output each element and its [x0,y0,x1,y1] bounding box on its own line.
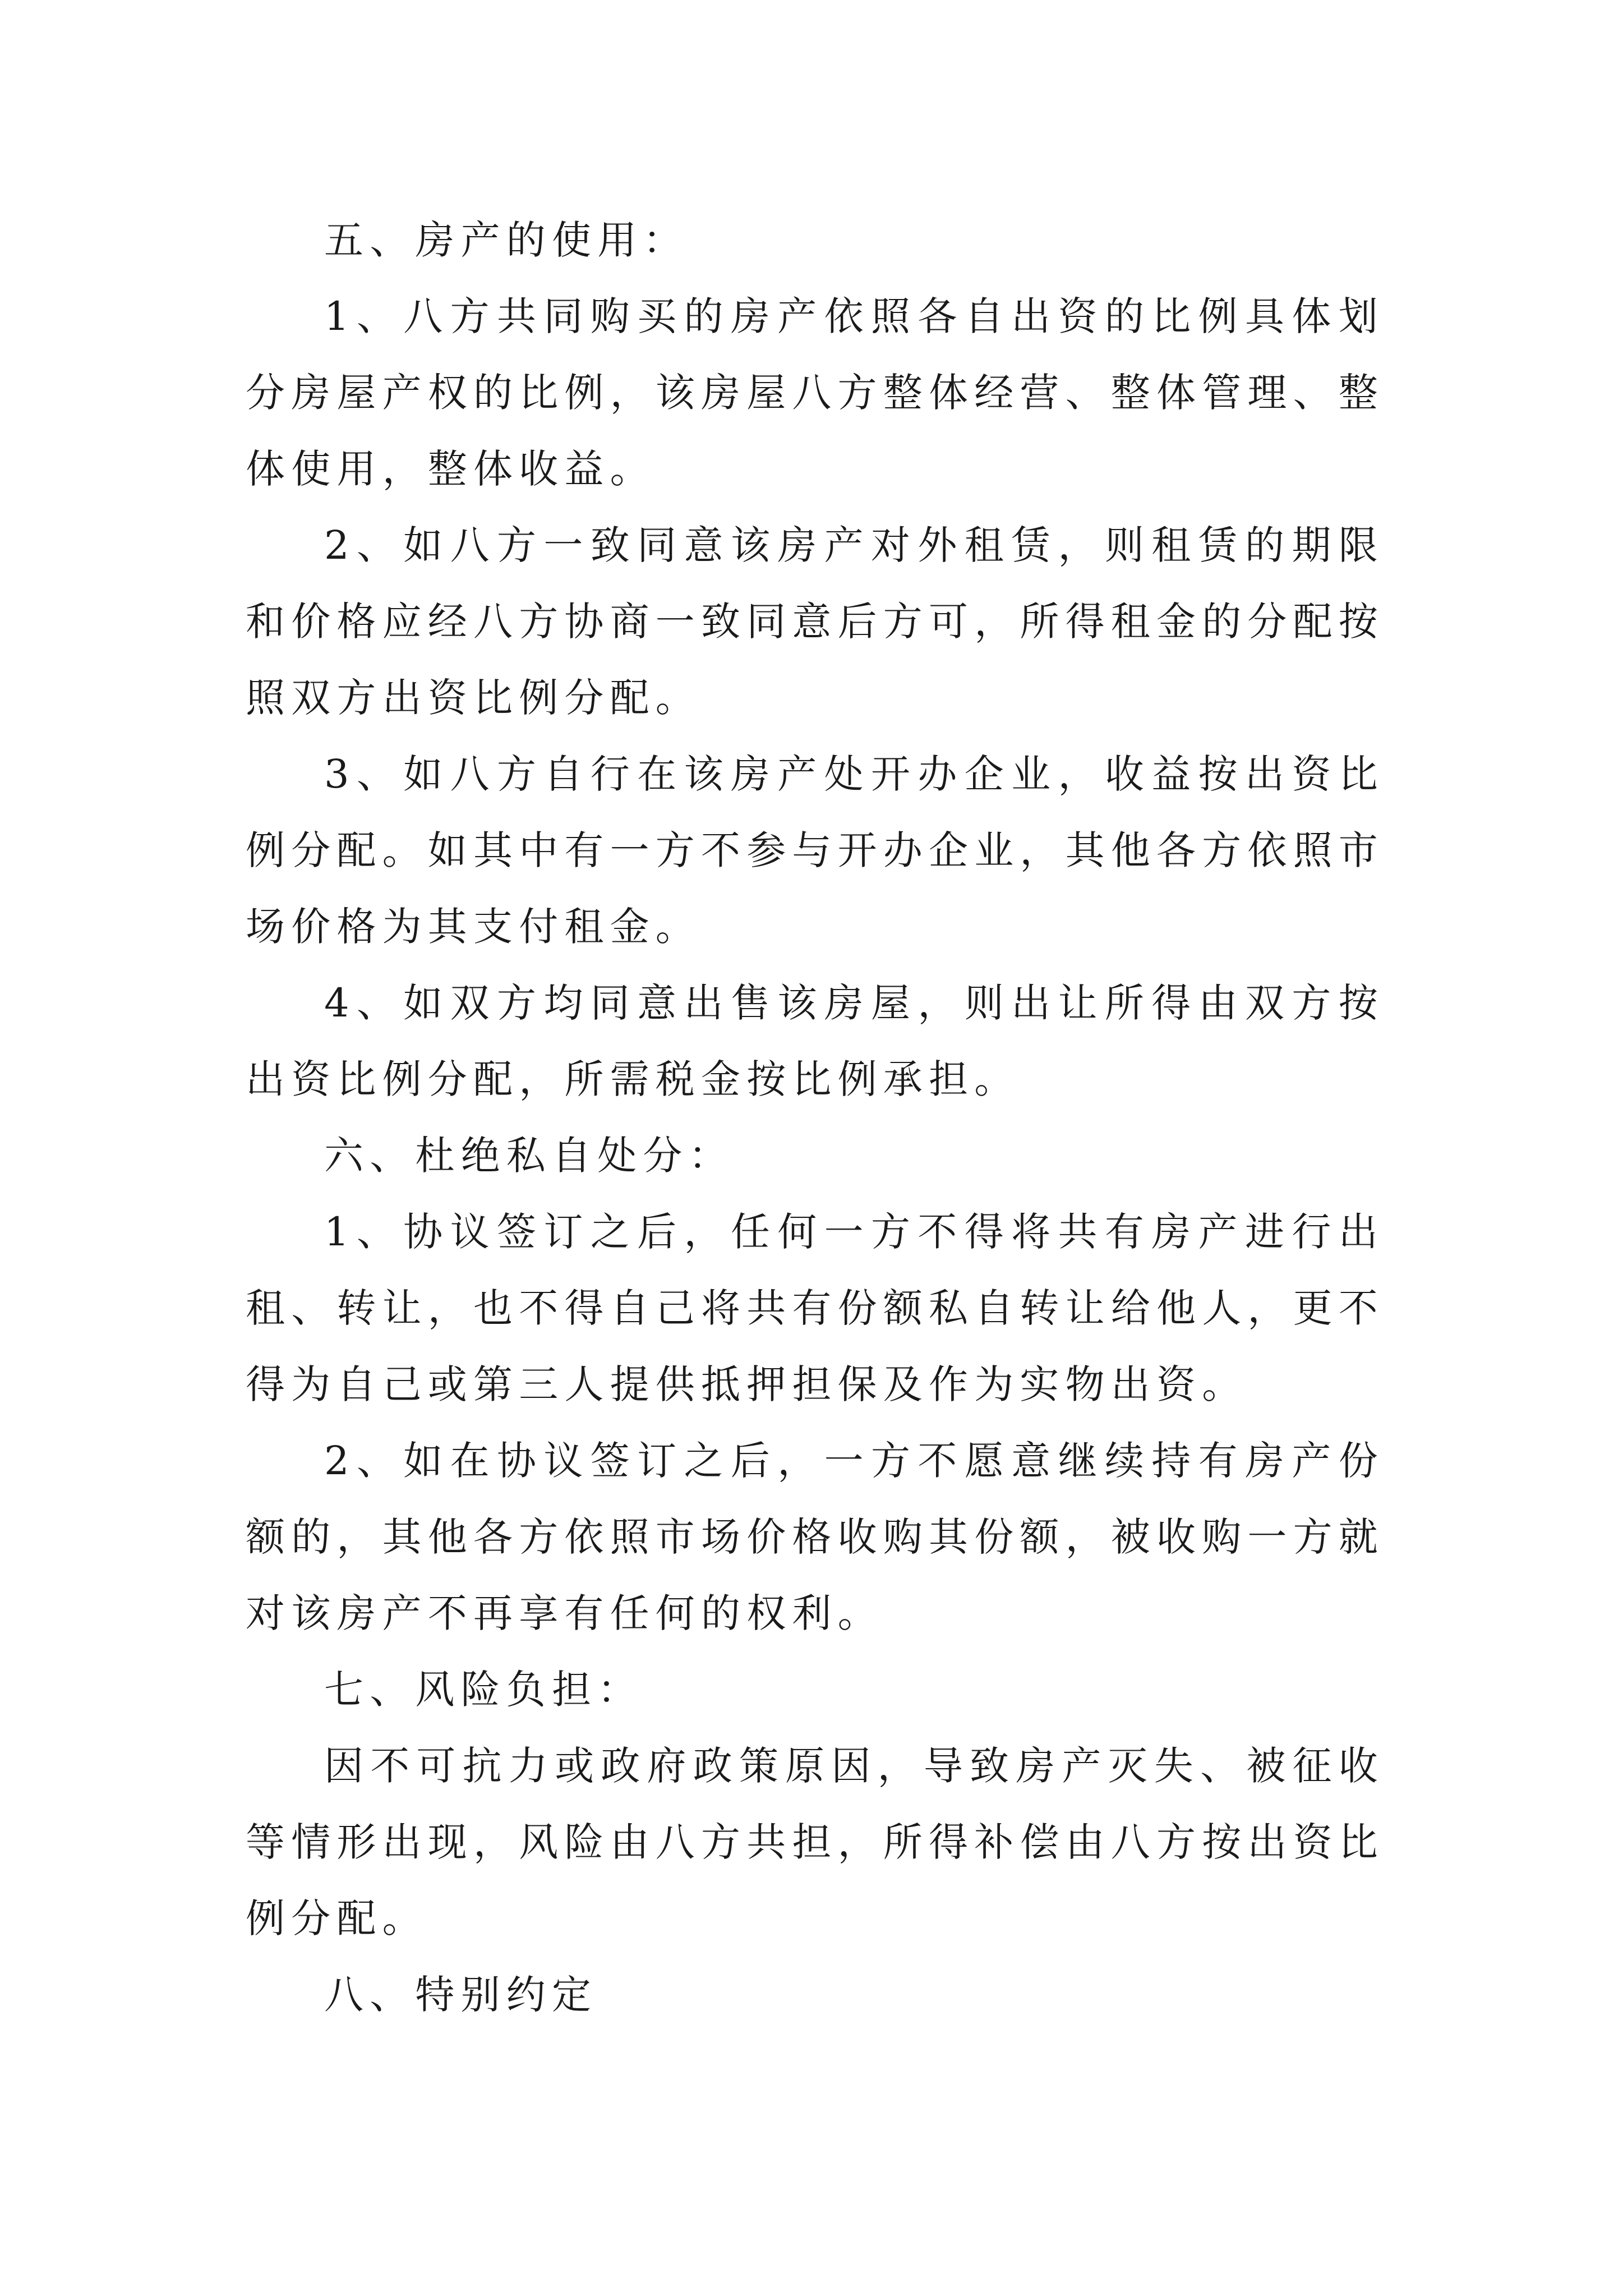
section-heading-risk: 七、风险负担： [324,1667,643,1713]
section-heading-disposal: 六、杜绝私自处分： [324,1133,734,1179]
document-body [246,202,1384,2033]
section-heading-special: 八、特别约定 [324,1972,598,2018]
usage-clause-3: 3、如八方自行在该房产处开办企业，收益按出资比例分配。如其中有一方不参与开办企业，其他各方依照市场价格为其支付租金。 [246,751,1384,950]
section-heading-usage: 五、房产的使用： [324,217,689,263]
usage-clause-2: 2、如八方一致同意该房产对外租赁，则租赁的期限和价格应经八方协商一致同意后方可，所得租金的分配按照双方出资比例分配。 [246,522,1384,721]
risk-clause: 因不可抗力或政府政策原因，导致房产灭失、被征收等情形出现，风险由八方共担，所得补偿由八方按出资比例分配。 [246,1743,1384,1941]
disposal-clause-1: 1、协议签订之后，任何一方不得将共有房产进行出租、转让，也不得自己将共有份额私自转让给他人，更不得为自己或第三人提供抵押担保及作为实物出资。 [246,1209,1384,1407]
usage-clause-4: 4、如双方均同意出售该房屋，则出让所得由双方按出资比例分配，所需税金按比例承担。 [246,980,1384,1102]
usage-clause-1: 1、八方共同购买的房产依照各自出资的比例具体划分房屋产权的比例，该房屋八方整体经营、整体管理、整体使用，整体收益。 [246,293,1384,492]
disposal-clause-2: 2、如在协议签订之后，一方不愿意继续持有房产份额的，其他各方依照市场价格收购其份额，被收购一方就对该房产不再享有任何的权利。 [246,1438,1384,1636]
